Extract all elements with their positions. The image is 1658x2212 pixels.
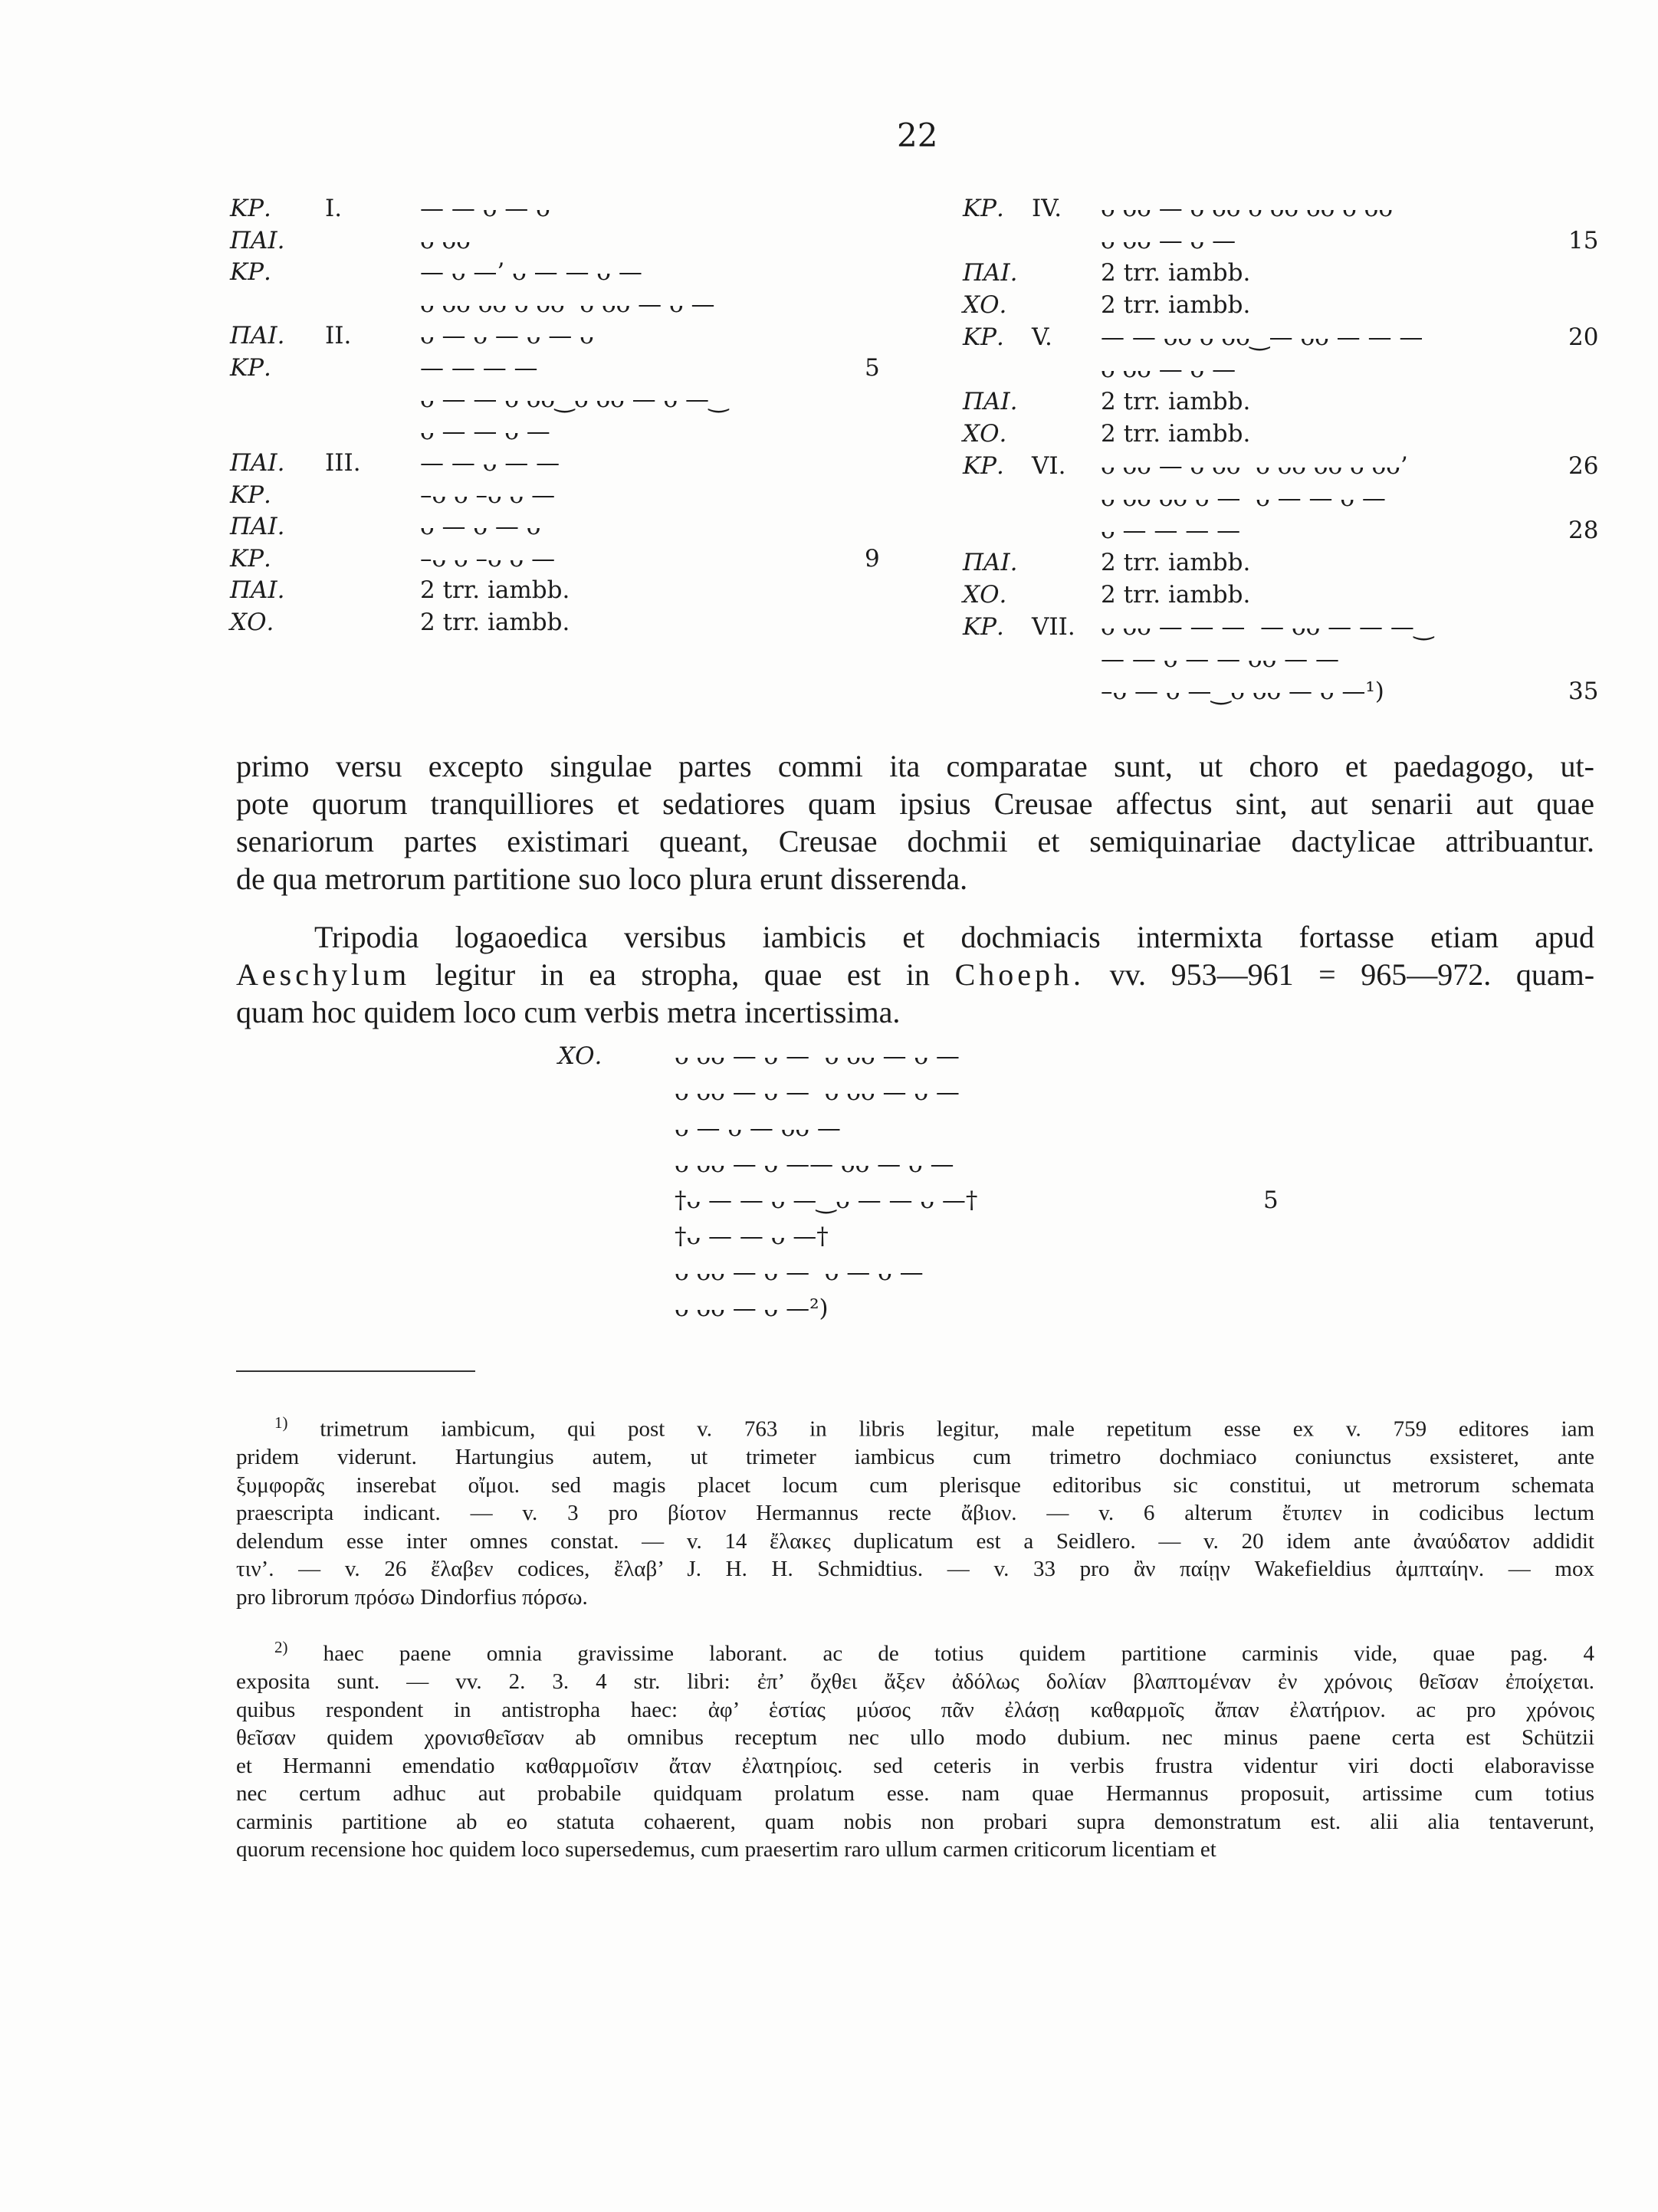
work-title: Choeph. [954, 957, 1085, 992]
footnote-line [236, 1528, 1594, 1556]
speaker-label: ΚΡ. [230, 353, 271, 382]
footnote-line [236, 1499, 1594, 1528]
metre-pattern: †ᴗ — — ᴗ —† [675, 1223, 829, 1250]
speaker-label: ΧΟ. [963, 291, 1007, 319]
footnote-line [236, 1780, 1594, 1808]
metre-pattern: 2 trr. iambb. [1101, 259, 1251, 287]
footnote-text: quibus respondent in antistropha haec: ἀφ’ ἑστίας μύσος πᾶν ἐλάσῃ καθαρμοῖς ἄπαν ἐλατήριον. ac pro χρόνοις [236, 1697, 1594, 1722]
left-metre-scheme [230, 193, 905, 653]
paragraph-text: legitur in ea stropha, quae est in [435, 957, 931, 992]
footnote-line [236, 1724, 1594, 1752]
metre-pattern: 2 trr. iambb. [1101, 291, 1251, 319]
metre-pattern: — — — — [420, 353, 538, 382]
metre-pattern: — — ᴗ — — [420, 449, 560, 477]
metre-pattern: 2 trr. iambb. [420, 608, 570, 636]
metre-pattern: ᴗ ᴗᴗ — ᴗ ᴗᴗ ᴗ ᴗᴗ ᴗᴗ ᴗ ᴗᴗ [1101, 195, 1393, 222]
right-metre-scheme [963, 193, 1607, 730]
footnote-rule [236, 1370, 475, 1372]
footnote-text: trimetrum iambicum, qui post v. 763 in libris legitur, male repetitum esse ex v. 759 editores iam [320, 1416, 1594, 1442]
metre-pattern: ᴗ ᴗᴗ — ᴗ — ᴗ ᴗᴗ — ᴗ — [675, 1078, 960, 1106]
metre-pattern: 2 trr. iambb. [1101, 549, 1251, 576]
line-number: 26 [1568, 452, 1599, 480]
metre-pattern: –ᴗ ᴗ –ᴗ ᴗ — [420, 544, 556, 573]
footnote-line [236, 1836, 1594, 1864]
footnote-line [236, 1584, 1594, 1612]
paragraph-text: vv. 953—961 = 965—972. quam- [1109, 957, 1595, 992]
strophe-number: III. [325, 449, 361, 477]
metre-pattern: ᴗ — ᴗ — ᴗ — ᴗ [420, 322, 594, 350]
paragraph-line: senariorum partes existimari queant, Creusae dochmii et semiquinariae dactylicae attribuantur. [236, 824, 1594, 858]
footnote-1 [236, 1409, 1594, 1611]
line-number: 28 [1568, 517, 1599, 544]
speaker-label: ΠΑΙ. [230, 226, 285, 254]
speaker-label: ΚΡ. [963, 452, 1004, 480]
line-number: 9 [865, 544, 880, 573]
metre-pattern: ᴗ ᴗᴗ — — — — ᴗᴗ — — —‿ [1101, 613, 1433, 641]
paragraph-2 [236, 918, 1594, 1031]
metre-pattern: –ᴗ — ᴗ —‿ᴗ ᴗᴗ — ᴗ —¹) [1101, 678, 1384, 705]
author-name: Aeschylum [236, 957, 411, 992]
footnote-line [236, 1443, 1594, 1472]
paragraph-line [236, 956, 1594, 993]
metre-pattern: — — ᴗᴗ ᴗ ᴗᴗ‿— ᴗᴗ — — — [1101, 323, 1423, 351]
strophe-number: V. [1032, 323, 1052, 351]
footnote-line [236, 1555, 1594, 1584]
speaker-label: ΠΑΙ. [230, 449, 285, 477]
speaker-label: ΠΑΙ. [963, 388, 1018, 415]
footnote-text: et Hermanni emendatio καθαρμοῖσιν ἄταν ἐλατηρίοις. sed ceteris in verbis frustra videntur viri docti elaboravisse [236, 1753, 1594, 1778]
speaker-label: ΚΡ. [963, 613, 1004, 641]
speaker-label: ΠΑΙ. [230, 513, 285, 540]
footnote-text: τιν’. — v. 26 ἔλαβεν codices, ἔλαβ’ J. H. H. Schmidtius. — v. 33 pro ἂν παίῃν Wakefieldius ἀμπταίην. — mox [236, 1557, 1594, 1582]
speaker-label: ΚΡ. [963, 323, 1004, 351]
metre-pattern: ᴗ ᴗᴗ — ᴗ —²) [675, 1295, 829, 1322]
footnote-text: delendum esse inter omnes constat. — v. 14 ἔλακες duplicatum est a Seidlero. — v. 20 idem ante ἀναύδατον addidit [236, 1528, 1594, 1554]
footnote-text: ξυμφορᾶς inserebat οἴμοι. sed magis placet locum cum plerisque editoribus sic constitui, ut metrorum schemata [236, 1472, 1594, 1498]
footnote-text: exposita sunt. — vv. 2. 3. 4 str. libri: ἐπ’ ὄχθει ἄξεν ἀδόλως δολίαν βλαπτομέναν ἐν χρόνοις θεῖσαν ἐποίχεται. [236, 1669, 1594, 1695]
footnote-line [236, 1472, 1594, 1500]
metre-pattern: ᴗ ᴗᴗ — ᴗ — ᴗ — ᴗ — [675, 1259, 924, 1286]
line-number: 15 [1568, 227, 1599, 254]
metre-pattern: ᴗ — — — — [1101, 517, 1241, 544]
paragraph-line: Tripodia logaoedica versibus iambicis et dochmiacis intermixta fortasse etiam apud [314, 920, 1594, 954]
line-number: 35 [1568, 678, 1599, 705]
footnote-text: nec certum adhuc aut probabile quidquam prolatum esse. nam quae Hermannus proposuit, artissime cum totius [236, 1781, 1594, 1807]
footnote-text: pro librorum πρόσω Dindorfius πόρσω. [236, 1584, 588, 1610]
footnote-text: haec paene omnia gravissime laborant. ac de totius quidem partitione carminis vide, quae pag. 4 [323, 1641, 1594, 1666]
metre-pattern: ᴗ — — ᴗ — [420, 417, 550, 445]
metre-pattern: ᴗ ᴗᴗ — ᴗ — ᴗ ᴗᴗ — ᴗ — [675, 1042, 960, 1070]
metre-pattern: ᴗ ᴗᴗ — ᴗ —— ᴗᴗ — ᴗ — [675, 1150, 954, 1178]
speaker-label: ΠΑΙ. [963, 259, 1018, 287]
metre-pattern: ᴗ ᴗᴗ — ᴗ ᴗᴗ ᴗ ᴗᴗ ᴗᴗ ᴗ ᴗᴗ’ [1101, 452, 1408, 480]
metre-pattern: 2 trr. iambb. [420, 576, 570, 604]
metre-pattern: 2 trr. iambb. [1101, 420, 1251, 448]
metre-pattern: ᴗ — ᴗ — ᴗᴗ — [675, 1114, 841, 1142]
speaker-label: ΠΑΙ. [230, 576, 285, 604]
paragraph-line: quam hoc quidem loco cum verbis metra incertissima. [236, 995, 901, 1029]
footnote-line [236, 1409, 1594, 1443]
paragraph-line: pote quorum tranquilliores et sedatiores quam ipsius Creusae affectus sint, aut senarii aut quae [236, 786, 1594, 821]
footnote-2 [236, 1633, 1594, 1864]
line-number: 5 [1263, 1186, 1279, 1214]
strophe-number: II. [325, 322, 352, 350]
metre-pattern: ᴗ ᴗᴗ — ᴗ — [1101, 227, 1236, 254]
strophe-number: IV. [1032, 195, 1062, 222]
footnote-line [236, 1696, 1594, 1725]
strophe-number: VI. [1032, 452, 1066, 480]
speaker-label: ΧΟ. [963, 420, 1007, 448]
footnote-text: θεῖσαν quidem χρονισθεῖσαν ab omnibus receptum nec ullo modo dubium. nec minus paene certa est Schützii [236, 1725, 1594, 1751]
footnote-line [236, 1668, 1594, 1696]
footnote-text: pridem viderunt. Hartungius autem, ut trimeter iambicus cum trimetro dochmiaco coniunctus exsisteret, ante [236, 1445, 1594, 1470]
metre-pattern: — ᴗ —’ ᴗ — — ᴗ — [420, 258, 642, 286]
speaker-label: ΚΡ. [230, 258, 271, 286]
metre-pattern: ᴗ ᴗᴗ [420, 226, 471, 254]
speaker-label: ΠΑΙ. [963, 549, 1018, 576]
footnote-line [236, 1808, 1594, 1836]
line-number: 20 [1568, 323, 1599, 351]
footnote-text: carminis partitione ab eo statuta cohaerent, quam nobis non probari supra demonstratum est. alii alia tentaverunt, [236, 1809, 1594, 1834]
strophe-number: VII. [1032, 613, 1075, 641]
line-number: 5 [865, 353, 880, 382]
speaker-label: ΚΡ. [230, 195, 271, 222]
metre-pattern: — — ᴗ — — ᴗᴗ — — [1101, 645, 1339, 673]
metre-pattern: –ᴗ ᴗ –ᴗ ᴗ — [420, 481, 556, 509]
metre-pattern: ᴗ — — ᴗ ᴗᴗ‿ᴗ ᴗᴗ — ᴗ —‿ [420, 386, 728, 413]
metre-pattern: ᴗ ᴗᴗ ᴗᴗ ᴗ — ᴗ — — ᴗ — [1101, 484, 1386, 512]
metre-pattern: ᴗ — ᴗ — ᴗ [420, 513, 541, 540]
paragraph-line: de qua metrorum partitione suo loco plura erunt disserenda. [236, 861, 968, 896]
metre-pattern: ᴗ ᴗᴗ ᴗᴗ ᴗ ᴗᴗ ᴗ ᴗᴗ — ᴗ — [420, 290, 715, 318]
footnote-text: quorum recensione hoc quidem loco supersedemus, cum praesertim raro ullum carmen criticorum licentiam et [236, 1837, 1216, 1862]
chorus-speaker: ΧΟ. [558, 1042, 602, 1070]
metre-pattern: 2 trr. iambb. [1101, 581, 1251, 609]
paragraph-line: primo versu excepto singulae partes commi ita comparatae sunt, ut choro et paedagogo, ut- [236, 749, 1594, 783]
strophe-number: I. [325, 195, 343, 222]
speaker-label: ΚΡ. [230, 544, 271, 573]
speaker-label: ΧΟ. [230, 608, 274, 636]
footnote-line [236, 1752, 1594, 1780]
metre-pattern: 2 trr. iambb. [1101, 388, 1251, 415]
metre-pattern: — — ᴗ — ᴗ [420, 195, 550, 222]
metre-pattern: ᴗ ᴗᴗ — ᴗ — [1101, 356, 1236, 383]
page-number: 22 [897, 117, 938, 154]
metre-pattern: †ᴗ — — ᴗ —‿ᴗ — — ᴗ —† [675, 1186, 978, 1214]
footnote-text: praescripta indicant. — v. 3 pro βίοτον Hermannus recte ἄβιον. — v. 6 alterum ἔτυπεν in codicibus lectum [236, 1501, 1594, 1526]
speaker-label: ΧΟ. [963, 581, 1007, 609]
footnote-line [236, 1633, 1594, 1668]
speaker-label: ΠΑΙ. [230, 322, 285, 350]
footnote-marker: 1) [274, 1413, 288, 1432]
paragraph-1 [236, 747, 1594, 898]
chorus-metre-scheme [558, 1041, 1325, 1363]
footnote-marker: 2) [274, 1638, 288, 1656]
speaker-label: ΚΡ. [230, 481, 271, 509]
speaker-label: ΚΡ. [963, 195, 1004, 222]
